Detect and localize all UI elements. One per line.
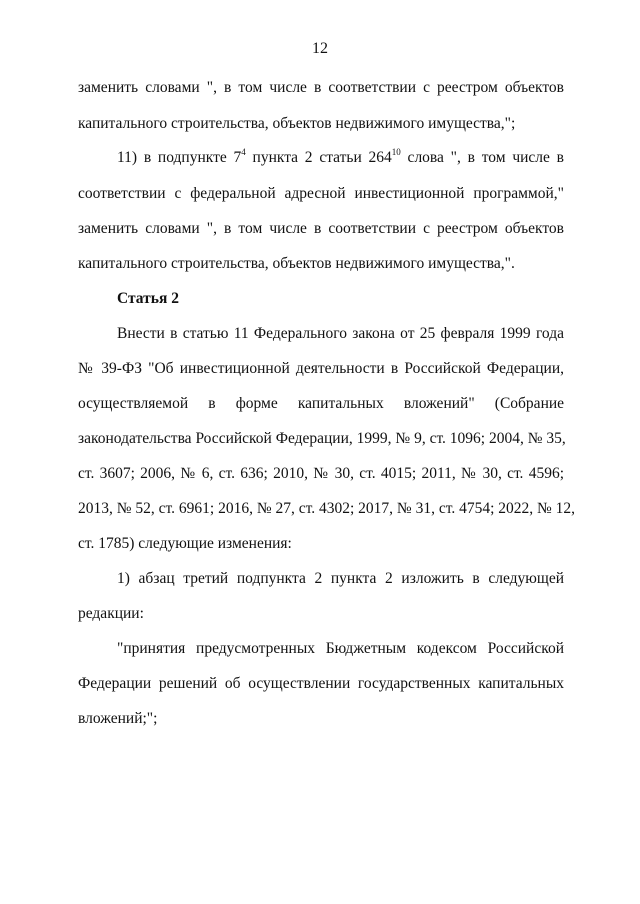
item11-part3: слова ", в том числе в [400,149,564,166]
text-line: редакции: [78,605,144,622]
word: форме [235,395,278,412]
text-line: "принятия предусмотренных Бюджетным кодексом Российской [117,640,564,657]
text-line: законодательства Российской Федерации, 1999, № 9, ст. 1096; 2004, № 35, [78,430,566,447]
page-number: 12 [312,40,328,57]
text-line: № 39-ФЗ "Об инвестиционной деятельности в Российской Федерации, [78,360,564,377]
text-line: заменить словами ", в том числе в соответствии с реестром объектов [78,79,564,96]
text-line-item-11 [117,148,564,168]
item11-part1: 11) в подпункте 7 [117,149,242,166]
text-line: вложений;"; [78,710,158,727]
text-line: соответствии с федеральной адресной инвестиционной программой," [78,185,564,202]
text-line: заменить словами ", в том числе в соответствии с реестром объектов [78,220,564,237]
word: (Собрание [494,395,565,412]
article-heading: Статья 2 [117,290,179,307]
text-line: капитального строительства, объектов недвижимого имущества,". [78,255,515,272]
text-line-justified [78,394,564,414]
word: в [208,395,216,412]
item11-sup1: 4 [241,146,246,157]
text-line: 1) абзац третий подпункта 2 пункта 2 изложить в следующей [117,570,564,587]
text-line: ст. 1785) следующие изменения: [78,535,292,552]
text-line: Федерации решений об осуществлении государственных капитальных [78,675,564,692]
item11-sup2: 10 [391,146,401,157]
text-line: 2013, № 52, ст. 6961; 2016, № 27, ст. 4302; 2017, № 31, ст. 4754; 2022, № 12, [78,500,576,517]
word: капитальных [297,395,384,412]
text-line: капитального строительства, объектов недвижимого имущества,"; [78,115,516,132]
word: вложений" [403,395,475,412]
word: осуществляемой [78,395,189,412]
text-line: ст. 3607; 2006, № 6, ст. 636; 2010, № 30, ст. 4015; 2011, № 30, ст. 4596; [78,465,564,482]
item11-part2: пункта 2 статьи 264 [245,149,392,166]
text-line: Внести в статью 11 Федерального закона от 25 февраля 1999 года [117,325,564,342]
